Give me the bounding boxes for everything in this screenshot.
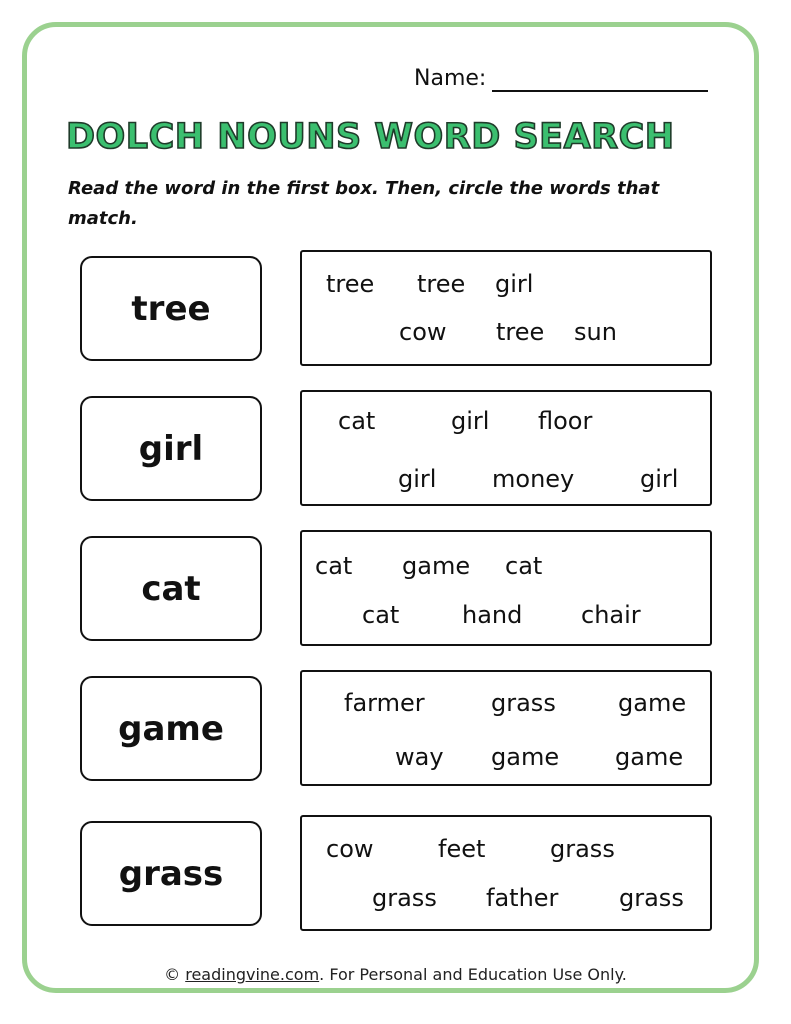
instructions: Read the word in the first box. Then, circle the words that match. xyxy=(68,178,660,229)
word-choice[interactable]: game xyxy=(402,552,471,580)
word-choice[interactable]: girl xyxy=(398,465,437,493)
word-choice[interactable]: money xyxy=(492,465,575,493)
name-row xyxy=(414,66,708,92)
footer xyxy=(0,964,791,986)
name-label: Name: xyxy=(414,66,487,91)
word-choice[interactable]: cow xyxy=(326,835,374,863)
word-choices-box xyxy=(300,815,712,931)
word-choice[interactable]: feet xyxy=(438,835,486,863)
target-word-box xyxy=(80,676,262,781)
word-choice[interactable]: father xyxy=(486,884,559,912)
footer-copyright: © xyxy=(164,965,186,984)
word-choice[interactable]: grass xyxy=(372,884,437,912)
word-choice[interactable]: tree xyxy=(496,318,545,346)
target-word-box xyxy=(80,256,262,361)
word-choice[interactable]: cat xyxy=(362,601,400,629)
target-word-box xyxy=(80,396,262,501)
word-choice[interactable]: game xyxy=(618,689,687,717)
word-choice[interactable]: way xyxy=(395,743,444,771)
word-choice[interactable]: farmer xyxy=(344,689,425,717)
word-choice[interactable]: grass xyxy=(550,835,615,863)
target-word-box xyxy=(80,536,262,641)
target-word: game xyxy=(118,708,224,749)
footer-notice: . For Personal and Education Use Only. xyxy=(319,965,627,984)
page-title: DOLCH NOUNS WORD SEARCH xyxy=(66,117,675,157)
word-choices-box xyxy=(300,530,712,646)
word-choice[interactable]: girl xyxy=(451,407,490,435)
name-input-line[interactable] xyxy=(492,66,708,92)
word-choices-box xyxy=(300,250,712,366)
word-choice[interactable]: cat xyxy=(338,407,376,435)
word-choice[interactable]: grass xyxy=(491,689,556,717)
word-choice[interactable]: cat xyxy=(505,552,543,580)
word-choice[interactable]: chair xyxy=(581,601,641,629)
target-word: grass xyxy=(118,853,224,894)
target-word: tree xyxy=(131,288,211,329)
target-word-box xyxy=(80,821,262,926)
word-choice[interactable]: cow xyxy=(399,318,447,346)
word-choice[interactable]: sun xyxy=(574,318,617,346)
word-choice[interactable]: cat xyxy=(315,552,353,580)
word-choice[interactable]: grass xyxy=(619,884,684,912)
word-choice[interactable]: hand xyxy=(462,601,523,629)
target-word: cat xyxy=(141,568,201,609)
word-choice[interactable]: girl xyxy=(640,465,679,493)
footer-site-link[interactable]: readingvine.com xyxy=(185,965,320,984)
word-choice[interactable]: floor xyxy=(538,407,593,435)
word-choice[interactable]: tree xyxy=(417,270,466,298)
word-choice[interactable]: girl xyxy=(495,270,534,298)
word-choice[interactable]: tree xyxy=(326,270,375,298)
word-choice[interactable]: game xyxy=(615,743,684,771)
word-choice[interactable]: game xyxy=(491,743,560,771)
word-choices-box xyxy=(300,670,712,786)
word-choices-box xyxy=(300,390,712,506)
target-word: girl xyxy=(138,428,204,469)
